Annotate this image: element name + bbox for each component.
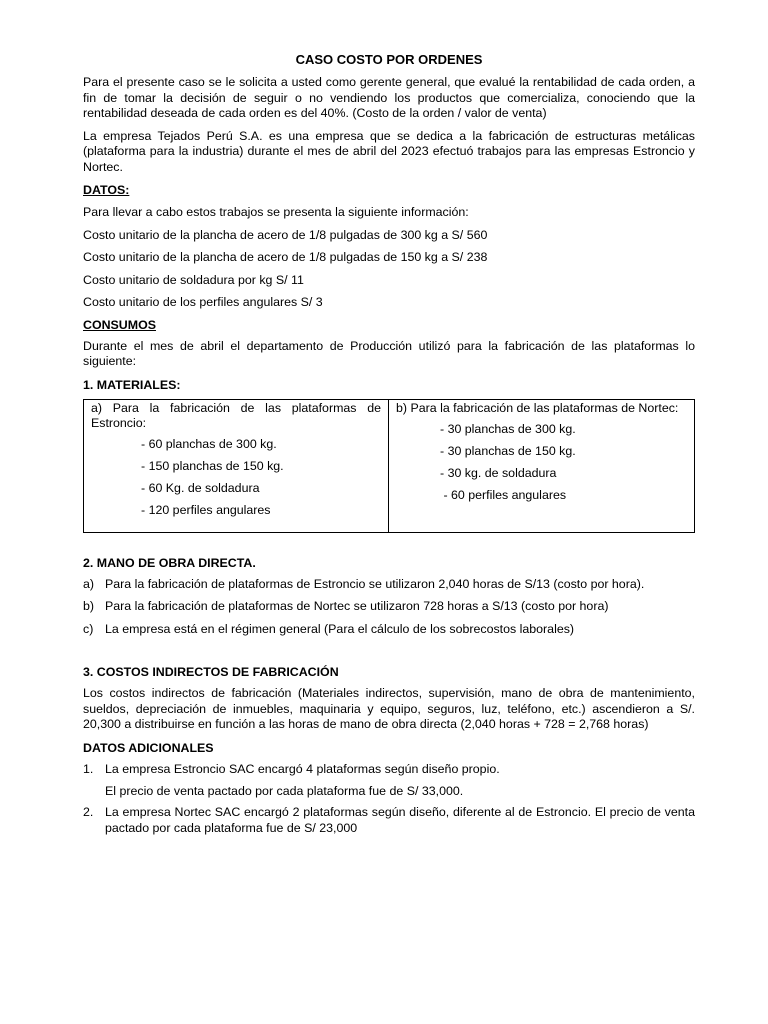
- list-item: [83, 805, 695, 836]
- mano-obra-heading: 2. MANO DE OBRA DIRECTA.: [83, 555, 256, 570]
- estroncio-materials-header: a) Para la fabricación de las plataformas de Estroncio:: [91, 400, 381, 430]
- list-item: - 30 planchas de 150 kg.: [440, 444, 576, 458]
- list-item-text: Para la fabricación de plataformas de Nortec se utilizaron 728 horas a S/13 (costo por hora): [105, 599, 609, 613]
- intro-paragraph: Para el presente caso se le solicita a usted como gerente general, que evalué la rentabilidad de cada orden, a fin de tomar la decisión de seguir o no vendiendo los productos que comercializa, conociendo que la rentabilidad deseada de cada orden es del 40%. (Costo de la orden / valor de venta): [83, 75, 695, 120]
- document-page: [83, 52, 695, 843]
- list-item: - 150 planchas de 150 kg.: [141, 458, 284, 473]
- estroncio-materials-list: [91, 436, 381, 518]
- list-item: [83, 599, 695, 615]
- datos-heading: DATOS:: [83, 183, 130, 197]
- materiales-table-row: [84, 399, 695, 532]
- list-item-text: La empresa Estroncio SAC encargó 4 plataformas según diseño propio.: [105, 761, 500, 776]
- list-item-text: La empresa Nortec SAC encargó 2 plataformas según diseño, diferente al de Estroncio. El precio de venta pactado por cada plataforma fue de S/ 23,000: [105, 805, 695, 835]
- list-item-text: Para la fabricación de plataformas de Estroncio se utilizaron 2,040 horas de S/13 (costo por hora).: [105, 576, 645, 591]
- list-item: - 60 planchas de 300 kg.: [141, 436, 277, 451]
- materiales-heading: 1. MATERIALES:: [83, 377, 181, 392]
- list-item: [83, 577, 695, 593]
- list-item: [83, 762, 695, 778]
- nortec-materials-cell: [389, 399, 695, 532]
- datos-line: Costo unitario de la plancha de acero de 1/8 pulgadas de 150 kg a S/ 238: [83, 250, 488, 264]
- spacer: [83, 533, 695, 555]
- cif-paragraph: Los costos indirectos de fabricación (Materiales indirectos, supervisión, mano de obra de mantenimiento, sueldos, depreciación de inmuebles, maquinaria y equipo, seguros, luz, teléfono, etc.) ascendieron a S/. 20,300 a distribuirse en función a las horas de mano de obra directa (2,040 horas + 728 = 2,768 horas): [83, 686, 695, 731]
- list-marker: 1.: [83, 761, 94, 776]
- datos-line: Costo unitario de los perfiles angulares S/ 3: [83, 295, 323, 309]
- list-item: - 60 perfiles angulares: [440, 488, 567, 502]
- list-marker: c): [83, 621, 94, 636]
- list-item: - 120 perfiles angulares: [141, 502, 271, 517]
- list-marker: 2.: [83, 805, 94, 819]
- list-item-text: La empresa está en el régimen general (Para el cálculo de los sobrecostos laborales): [105, 621, 575, 636]
- list-item: - 30 planchas de 300 kg.: [440, 422, 576, 436]
- adicionales-continuation: El precio de venta pactado por cada plataforma fue de S/ 33,000.: [105, 784, 464, 798]
- estroncio-materials-cell: [84, 399, 389, 532]
- list-item: [83, 622, 695, 638]
- list-marker: a): [83, 576, 95, 591]
- document-title: CASO COSTO POR ORDENES: [295, 52, 483, 67]
- materiales-table: [83, 399, 695, 533]
- nortec-materials-header: b) Para la fabricación de las plataformas de Nortec:: [396, 400, 679, 415]
- cif-heading: 3. COSTOS INDIRECTOS DE FABRICACIÓN: [83, 665, 339, 679]
- adicionales-list: [83, 762, 695, 778]
- mano-obra-list: [83, 577, 695, 638]
- adicionales-heading: DATOS ADICIONALES: [83, 740, 214, 755]
- list-item: - 60 Kg. de soldadura: [141, 480, 260, 495]
- consumos-heading: CONSUMOS: [83, 317, 156, 332]
- spacer: [83, 644, 695, 664]
- adicionales-list: [83, 805, 695, 836]
- list-marker: b): [83, 599, 95, 613]
- consumos-paragraph: Durante el mes de abril el departamento de Producción utilizó para la fabricación de las plataformas lo siguiente:: [83, 338, 695, 368]
- datos-line: Costo unitario de soldadura por kg S/ 11: [83, 272, 304, 287]
- datos-line: Costo unitario de la plancha de acero de 1/8 pulgadas de 300 kg a S/ 560: [83, 227, 488, 242]
- nortec-materials-list: [396, 421, 687, 503]
- company-paragraph: La empresa Tejados Perú S.A. es una empresa que se dedica a la fabricación de estructuras metálicas (plataforma para la industria) durante el mes de abril del 2023 efectuó trabajos para las empresas Estroncio y Nortec.: [83, 128, 695, 174]
- datos-line: Para llevar a cabo estos trabajos se presenta la siguiente información:: [83, 205, 469, 219]
- list-item: - 30 kg. de soldadura: [440, 466, 557, 480]
